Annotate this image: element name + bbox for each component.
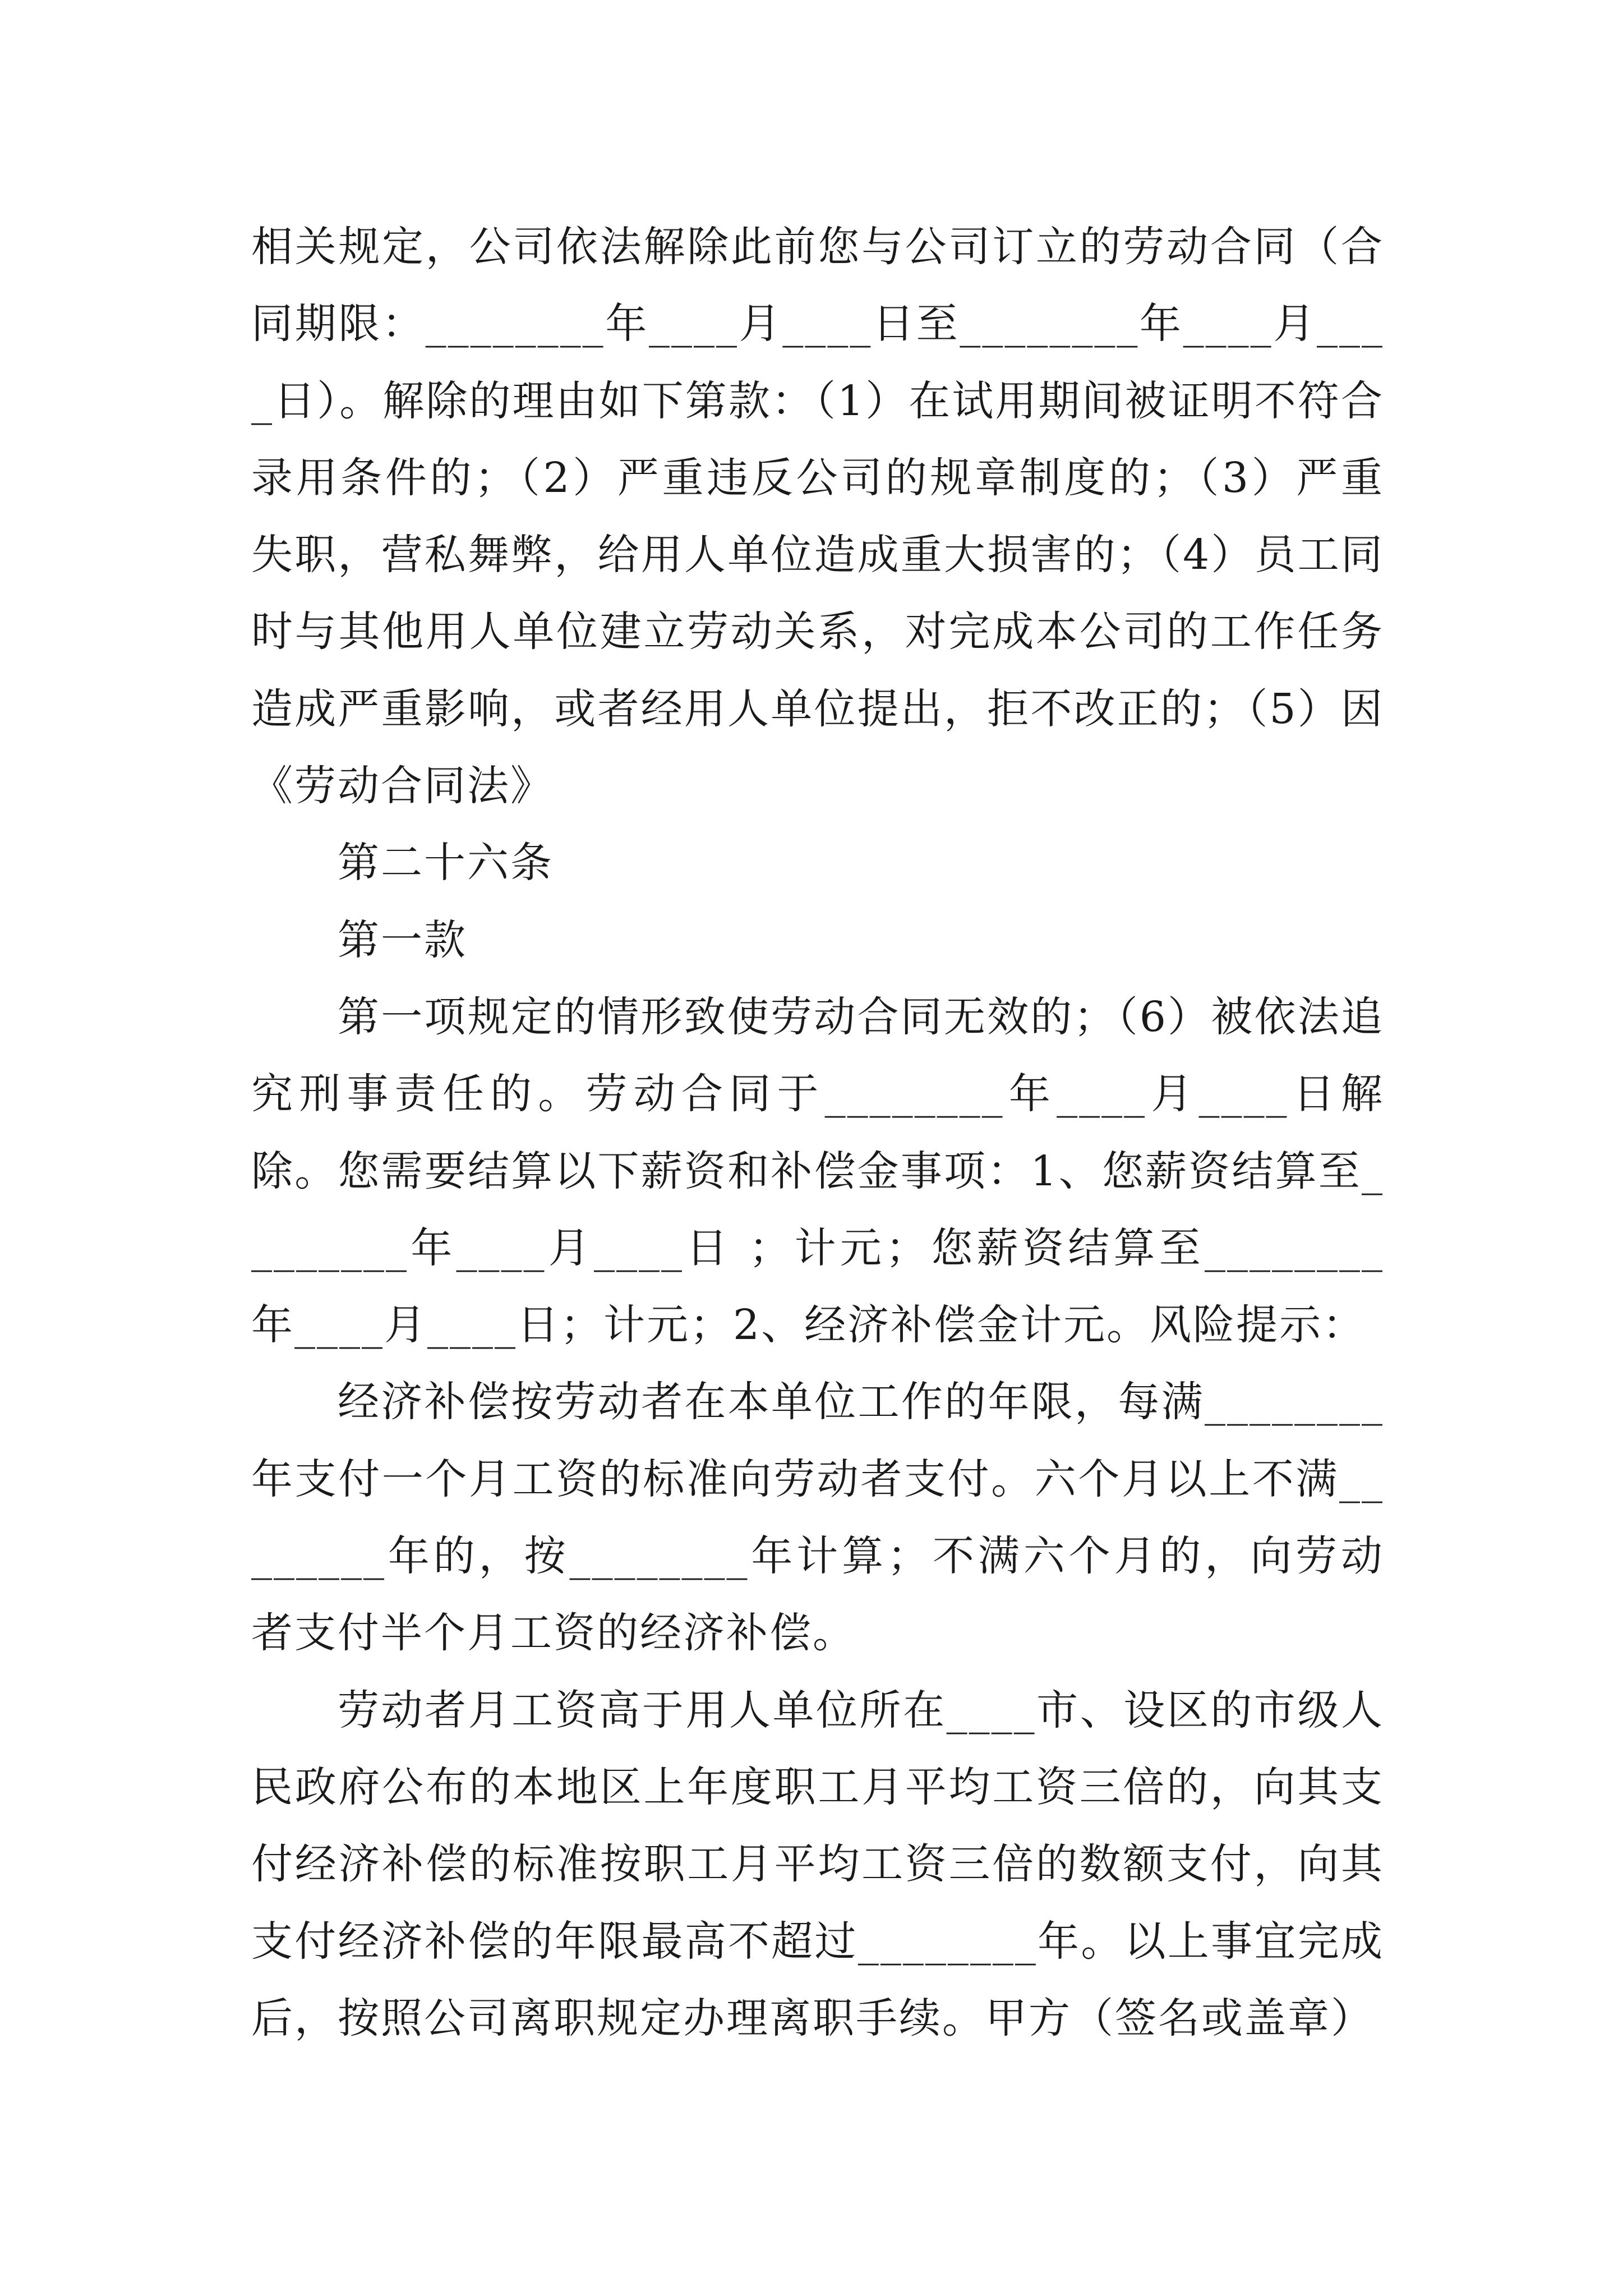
- paragraph-clause-1: 第一款: [338, 915, 467, 964]
- paragraph-compensation-standard: 经济补偿按劳动者在本单位工作的年限，每满________年支付一个月工资的标准向劳动者支付。六个月以上不满________年的，按________年计算；不满六个月的，向劳动者支付半个月工资的经济补偿。: [251, 1378, 1384, 1658]
- document-body: [251, 209, 1384, 2057]
- paragraph-compensation-cap: 劳动者月工资高于用人单位所在____市、设区的市级人民政府公布的本地区上年度职工月平均工资三倍的，向其支付经济补偿的标准按职工月平均工资三倍的数额支付，向其支付经济补偿的年限最高不超过________年。以上事宜完成后，按照公司离职规定办理离职手续。甲方（签名或盖章）: [251, 1686, 1384, 2042]
- paragraph-termination-reasons: 相关规定，公司依法解除此前您与公司订立的劳动合同（合同期限：________年____月____日至________年____月____日）。解除的理由如下第款：（1）在试用期间被证明不符合录用条件的；（2）严重违反公司的规章制度的；（3）严重失职，营私舞弊，给用人单位造成重大损害的；（4）员工同时与其他用人单位建立劳动关系，对完成本公司的工作任务造成严重影响，或者经用人单位提出，拒不改正的；（5）因《劳动合同法》: [251, 223, 1384, 811]
- paragraph-article-26: 第二十六条: [338, 839, 554, 887]
- paragraph-settlement: 第一项规定的情形致使劳动合同无效的；（6）被依法追究刑事责任的。劳动合同于________年____月____日解除。您需要结算以下薪资和补偿金事项：1、您薪资结算至________年____月____日 ；计元；您薪资结算至________年____月____日；计元；2、经济补偿金计元。风险提示：: [251, 992, 1384, 1350]
